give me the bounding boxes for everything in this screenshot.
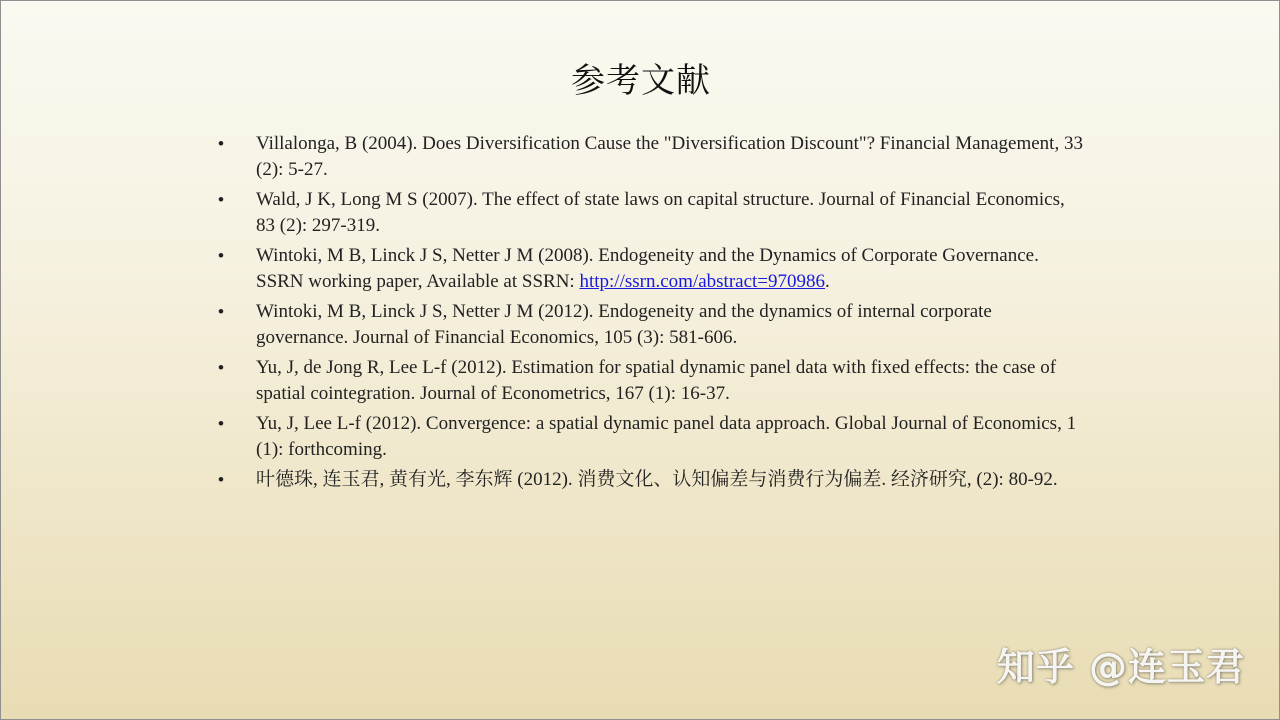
bullet-icon: •: [218, 134, 224, 153]
reference-item: [213, 243, 1083, 295]
reference-text: Yu, J, Lee L-f (2012). Convergence: a spatial dynamic panel data approach. Global Journal of Economics, 1 (1): forthcoming.: [256, 413, 1077, 460]
reference-item: [213, 411, 1083, 463]
bullet-icon: •: [218, 302, 224, 321]
reference-list: [213, 131, 1083, 497]
reference-text-end: .: [825, 271, 830, 292]
reference-text: Villalonga, B (2004). Does Diversification Cause the "Diversification Discount"? Financial Management, 33 (2): 5-27.: [256, 133, 1083, 180]
reference-text: Wald, J K, Long M S (2007). The effect of state laws on capital structure. Journal of Financial Economics, 83 (2): 297-319.: [256, 189, 1065, 236]
zhihu-watermark: 知乎 @连玉君: [996, 645, 1245, 689]
reference-item: [213, 467, 1083, 493]
reference-text: Wintoki, M B, Linck J S, Netter J M (2012). Endogeneity and the dynamics of internal corporate governance. Journal of Financial Economics, 105 (3): 581-606.: [256, 301, 992, 348]
ssrn-link[interactable]: http://ssrn.com/abstract=970986: [579, 271, 826, 292]
reference-text: Yu, J, de Jong R, Lee L-f (2012). Estimation for spatial dynamic panel data with fixed effects: the case of spatial cointegration. Journal of Econometrics, 167 (1): 16-37.: [256, 357, 1057, 404]
reference-text: 叶德珠, 连玉君, 黄有光, 李东辉 (2012). 消费文化、认知偏差与消费行为偏差. 经济研究, (2): 80-92.: [256, 469, 1058, 490]
reference-item: [213, 355, 1083, 407]
reference-item: [213, 299, 1083, 351]
slide-title: 参考文献: [571, 61, 711, 101]
bullet-icon: •: [218, 414, 224, 433]
bullet-icon: •: [218, 246, 224, 265]
reference-item: [213, 187, 1083, 239]
bullet-icon: •: [218, 190, 224, 209]
reference-item: [213, 131, 1083, 183]
reference-text: Wintoki, M B, Linck J S, Netter J M (2008). Endogeneity and the Dynamics of Corporate Governance. SSRN working paper, Available at SSRN:: [256, 245, 1039, 292]
bullet-icon: •: [218, 358, 224, 377]
bullet-icon: •: [218, 470, 224, 489]
